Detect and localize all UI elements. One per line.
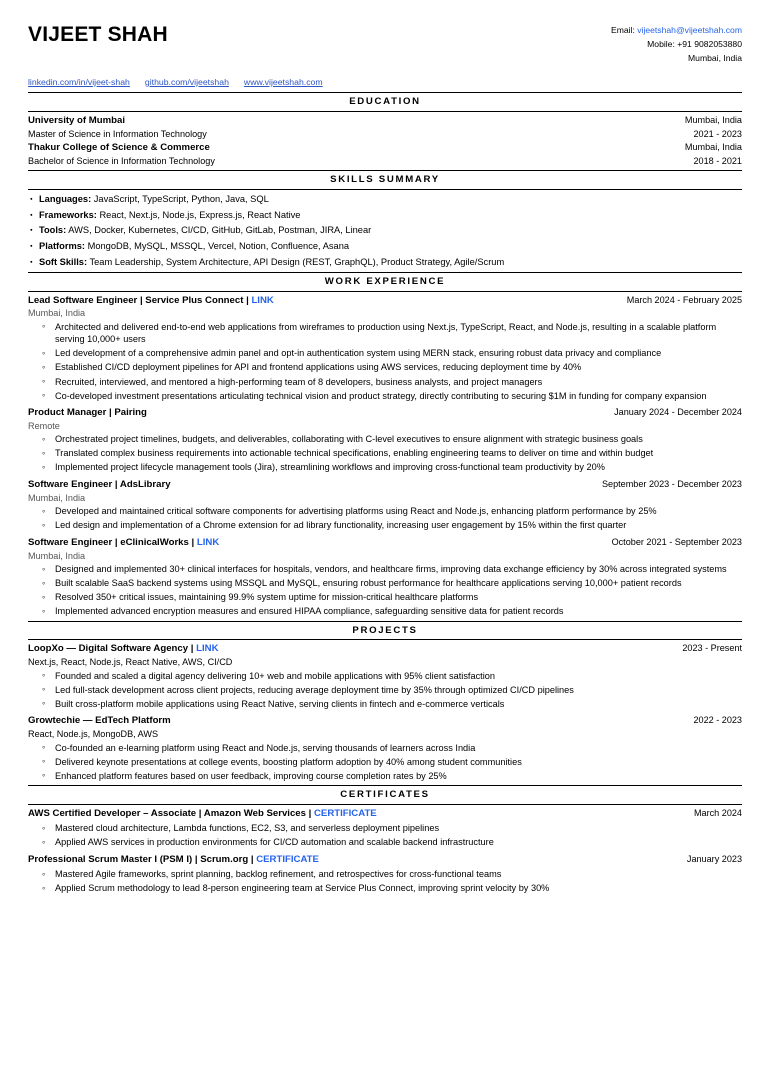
- bullet: ◦ Resolved 350+ critical issues, maintaining 99.9% system uptime for mission-critical healthcare platforms: [42, 591, 742, 604]
- work-entry: [28, 536, 742, 618]
- project-link[interactable]: LINK: [196, 643, 219, 655]
- bullet: ◦ Designed and implemented 30+ clinical interfaces for hospitals, vendors, and healthcare firms, improving data exchange efficiency by 30% across integrated systems: [42, 563, 742, 576]
- job-dates: October 2021 - September 2023: [611, 536, 742, 547]
- job-location: Mumbai, India: [28, 550, 86, 561]
- project-stack: Next.js, React, Node.js, React Native, AWS, CI/CD: [28, 657, 233, 668]
- work-entry: [28, 478, 742, 532]
- degree-dates: 2018 - 2021: [693, 155, 742, 166]
- bullet: ◦ Recruited, interviewed, and mentored a high-performing team of 8 developers, business analysts, and project managers: [42, 376, 742, 389]
- section-title-education: EDUCATION: [28, 92, 742, 112]
- certificate-date: January 2023: [686, 853, 742, 864]
- social-links: [28, 77, 742, 89]
- skill-label: Languages:: [39, 193, 92, 204]
- github-link[interactable]: github.com/vijeetshah: [144, 76, 229, 87]
- job-bullets: [42, 563, 742, 618]
- bullet: ◦ Built cross-platform mobile applications using React Native, serving clients in fintech and e-commerce verticals: [42, 698, 742, 711]
- job-bullets: [42, 505, 742, 532]
- project-dates: 2022 - 2023: [693, 715, 742, 726]
- job-title-text: Lead Software Engineer | Service Plus Connect |: [28, 294, 252, 306]
- job-title-text: Product Manager | Pairing: [28, 407, 147, 419]
- bullet: ◦ Translated complex business requirements into actionable technical specifications, enabling engineering teams to deliver on time and within budget: [42, 447, 742, 460]
- school-name: Thakur College of Science & Commerce: [28, 141, 210, 153]
- project-title-text: Growtechie — EdTech Platform: [28, 715, 171, 727]
- job-title: [28, 479, 171, 492]
- bullet: ◦ Developed and maintained critical software components for advertising platforms using React and Node.js, enhancing platform performance by 25%: [42, 505, 742, 518]
- job-title-text: Software Engineer | AdsLibrary: [28, 478, 171, 490]
- section-certificates: [28, 805, 742, 895]
- email-link[interactable]: vijeetshah@vijeetshah.com: [637, 25, 742, 35]
- skill-item: [28, 256, 742, 269]
- certificate-entry: [28, 853, 742, 895]
- bullet: ◦ Founded and scaled a digital agency delivering 10+ web and mobile applications with 95% client satisfaction: [42, 670, 742, 683]
- bullet: ◦ Mastered Agile frameworks, sprint planning, backlog refinement, and retrospectives for cross-functional teams: [42, 868, 742, 881]
- job-dates: January 2024 - December 2024: [614, 407, 742, 418]
- bullet: ◦ Implemented advanced encryption measures and ensured HIPAA compliance, safeguarding sensitive data for patient records: [42, 605, 742, 618]
- skill-item: [28, 193, 742, 206]
- bullet: ◦ Built scalable SaaS backend systems using MSSQL and MySQL, ensuring robust performance for healthcare applications serving 10,000+ patient records: [42, 577, 742, 590]
- job-bullets: [42, 433, 742, 474]
- degree: Master of Science in Information Technology: [28, 128, 207, 139]
- bullet: ◦ Implemented project lifecycle management tools (Jira), streamlining workflows and improving cross-functional team productivity by 20%: [42, 461, 742, 474]
- bullet: ◦ Led full-stack development across client projects, reducing average deployment time by 35% through optimized CI/CD pipelines: [42, 684, 742, 697]
- certificate-title-text: Professional Scrum Master I (PSM I) | Scrum.org |: [28, 853, 257, 865]
- bullet: ◦ Orchestrated project timelines, budgets, and deliverables, collaborating with C-level executives to ensure alignment with strategic business goals: [42, 433, 742, 446]
- job-location: Mumbai, India: [28, 492, 86, 503]
- project-title-text: LoopXo — Digital Software Agency |: [28, 643, 197, 655]
- certificate-link[interactable]: CERTIFICATE: [256, 853, 319, 865]
- job-title-text: Software Engineer | eClinicalWorks |: [28, 536, 197, 548]
- job-dates: March 2024 - February 2025: [626, 294, 742, 305]
- location-row: Mumbai, India: [688, 52, 742, 63]
- certificate-link[interactable]: CERTIFICATE: [314, 807, 377, 819]
- education-item: [28, 114, 742, 140]
- job-location: Mumbai, India: [28, 308, 86, 319]
- education-item: [28, 141, 742, 167]
- skill-label: Platforms:: [39, 241, 85, 252]
- skills-list: [28, 193, 742, 269]
- job-link[interactable]: LINK: [251, 294, 274, 306]
- skill-value: React, Next.js, Node.js, Express.js, React Native: [99, 209, 301, 220]
- project-dates: 2023 - Present: [682, 643, 742, 654]
- job-location: Remote: [28, 420, 60, 431]
- bullet: ◦ Architected and delivered end-to-end web applications from wireframes to production using Next.js, TypeScript, React, and Node.js, resulting in a scalable platform serving 10,000+ users: [42, 321, 742, 346]
- project-bullets: [42, 670, 742, 711]
- bullet: ◦ Established CI/CD deployment pipelines for API and frontend applications using AWS services, reducing deployment time by 40%: [42, 361, 742, 374]
- skill-item: [28, 240, 742, 253]
- bullet: ◦ Enhanced platform features based on user feedback, improving course completion rates by 25%: [42, 770, 742, 783]
- school-name: University of Mumbai: [28, 115, 126, 127]
- project-stack: React, Node.js, MongoDB, AWS: [28, 729, 159, 740]
- certificate-title-text: AWS Certified Developer – Associate | Amazon Web Services |: [28, 807, 314, 819]
- skill-label: Soft Skills:: [39, 257, 88, 268]
- website-link[interactable]: www.vijeetshah.com: [243, 76, 323, 87]
- work-entry: [28, 294, 742, 402]
- degree-dates: 2021 - 2023: [693, 128, 742, 139]
- contact-block: [611, 22, 742, 66]
- job-bullets: [42, 321, 742, 402]
- certificate-date: March 2024: [693, 807, 742, 818]
- skill-item: [28, 224, 742, 237]
- skill-value: JavaScript, TypeScript, Python, Java, SQL: [93, 193, 269, 204]
- job-link[interactable]: LINK: [196, 536, 220, 548]
- project-entry: [28, 642, 742, 710]
- certificate-bullets: [42, 822, 742, 849]
- bullet: ◦ Applied Scrum methodology to lead 8-person engineering team at Service Plus Connect, improving sprint velocity by 30%: [42, 882, 742, 895]
- bullet: ◦ Applied AWS services in production environments for CI/CD automation and scalable backend infrastructure: [42, 836, 742, 849]
- email-label: Email:: [610, 25, 635, 35]
- skill-label: Tools:: [39, 225, 67, 236]
- job-title: [28, 537, 219, 550]
- school-location: Mumbai, India: [684, 141, 742, 152]
- certificate-title: [28, 808, 377, 821]
- school-location: Mumbai, India: [684, 115, 742, 126]
- work-entry: [28, 406, 742, 474]
- skill-item: [28, 209, 742, 222]
- job-title: [28, 407, 147, 420]
- skill-value: AWS, Docker, Kubernetes, CI/CD, GitHub, GitLab, Postman, JIRA, Linear: [68, 225, 372, 236]
- bullet: ◦ Mastered cloud architecture, Lambda functions, EC2, S3, and serverless deployment pipelines: [42, 822, 742, 835]
- section-projects: [28, 640, 742, 782]
- section-title-work: WORK EXPERIENCE: [28, 272, 742, 292]
- project-title: [28, 643, 219, 656]
- project-entry: [28, 714, 742, 782]
- section-work-experience: [28, 292, 742, 618]
- bullet: ◦ Co-developed investment presentations articulating technical vision and product strategy, directly contributing to securing $1M in funding for company expansion: [42, 390, 742, 403]
- skill-value: MongoDB, MySQL, MSSQL, Vercel, Notion, Confluence, Asana: [87, 241, 350, 252]
- section-title-projects: PROJECTS: [28, 621, 742, 641]
- bullet: ◦ Led development of a comprehensive admin panel and opt-in authentication system using MERN stack, ensuring robust data privacy and compliance: [42, 347, 742, 360]
- degree: Bachelor of Science in Information Technology: [28, 155, 215, 166]
- certificate-bullets: [42, 868, 742, 895]
- bullet: ◦ Led design and implementation of a Chrome extension for ad library functionality, increasing user engagement by 15% within the first quarter: [42, 519, 742, 532]
- resume-header: [28, 22, 742, 66]
- skill-value: Team Leadership, System Architecture, API Design (REST, GraphQL), Product Strategy, Agile/Scrum: [89, 257, 505, 268]
- candidate-name: VIJEET SHAH: [28, 23, 168, 46]
- linkedin-link[interactable]: linkedin.com/in/vijeet-shah: [28, 76, 130, 87]
- section-title-skills: SKILLS SUMMARY: [28, 170, 742, 190]
- job-dates: September 2023 - December 2023: [601, 478, 742, 489]
- bullet: ◦ Co-founded an e-learning platform using React and Node.js, serving thousands of learners across India: [42, 742, 742, 755]
- project-title: [28, 715, 171, 728]
- certificate-entry: [28, 807, 742, 849]
- mobile-row: Mobile: +91 9082053880: [647, 38, 742, 49]
- section-title-certificates: CERTIFICATES: [28, 785, 742, 805]
- job-title: [28, 295, 274, 308]
- email-row: [611, 24, 742, 38]
- project-bullets: [42, 742, 742, 783]
- certificate-title: [28, 854, 319, 867]
- section-education: [28, 112, 742, 167]
- bullet: ◦ Delivered keynote presentations at college events, boosting platform adoption by 40% among student communities: [42, 756, 742, 769]
- skill-label: Frameworks:: [39, 209, 97, 220]
